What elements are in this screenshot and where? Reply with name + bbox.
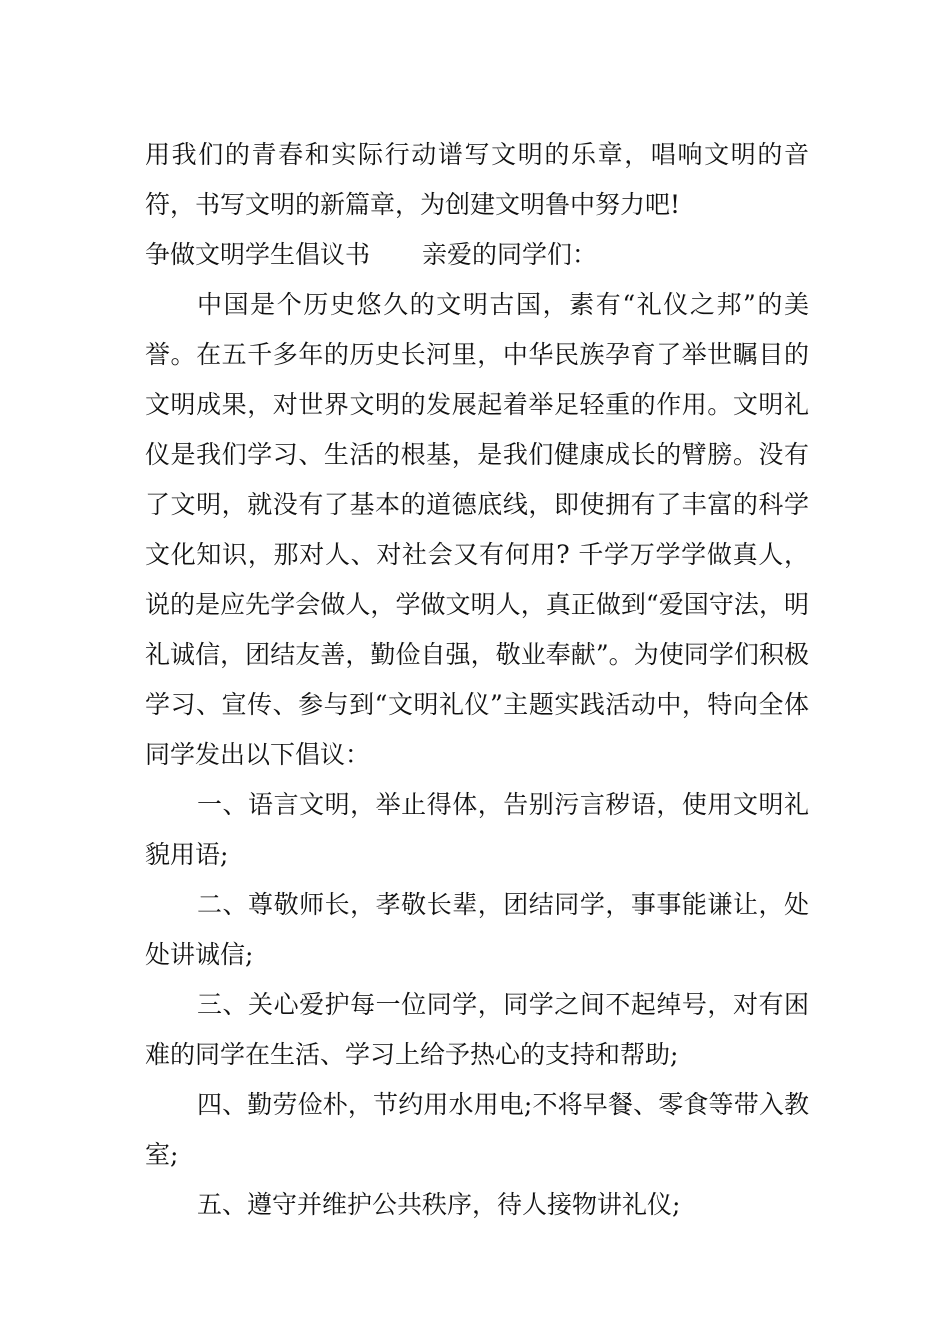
proposal-item: 三、关心爱护每一位同学，同学之间不起绰号，对有困难的同学在生活、学习上给予热心的支持和帮助; bbox=[145, 990, 809, 1069]
proposal-item: 一、语言文明，举止得体，告别污言秽语，使用文明礼貌用语; bbox=[145, 790, 809, 869]
greeting: 亲爱的同学们： bbox=[422, 240, 598, 269]
body-paragraph: 中国是个历史悠久的文明古国，素有“礼仪之邦”的美誉。在五千多年的历史长河里，中华民族孕育了举世瞩目的文明成果，对世界文明的发展起着举足轻重的作用。文明礼仪是我们学习、生活的根基，是我们健康成长的臂膀。没有了文明，就没有了基本的道德底线，即使拥有了丰富的科学文化知识，那对人、对社会又有何用? 千学万学学做真人，说的是应先学会做人，学做文明人，真正做到“爱国守法，明礼诚信，团结友善，勤俭自强，敬业奉献”。为使同学们积极学习、宣传、参与到“文明礼仪”主题实践活动中，特向全体同学发出以下倡议： bbox=[145, 290, 809, 769]
proposal-item: 五、遵守并维护公共秩序，待人接物讲礼仪; bbox=[197, 1190, 681, 1219]
document-title: 争做文明学生倡议书 bbox=[145, 240, 371, 269]
document-body bbox=[145, 130, 809, 1230]
intro-paragraph: 用我们的青春和实际行动谱写文明的乐章，唱响文明的音符，书写文明的新篇章，为创建文明鲁中努力吧! bbox=[145, 140, 809, 219]
title-line bbox=[145, 230, 809, 280]
proposal-item: 二、尊敬师长，孝敬长辈，团结同学，事事能谦让，处处讲诚信; bbox=[145, 890, 809, 969]
proposal-item: 四、勤劳俭朴，节约用水用电;不将早餐、零食等带入教室; bbox=[145, 1090, 809, 1169]
